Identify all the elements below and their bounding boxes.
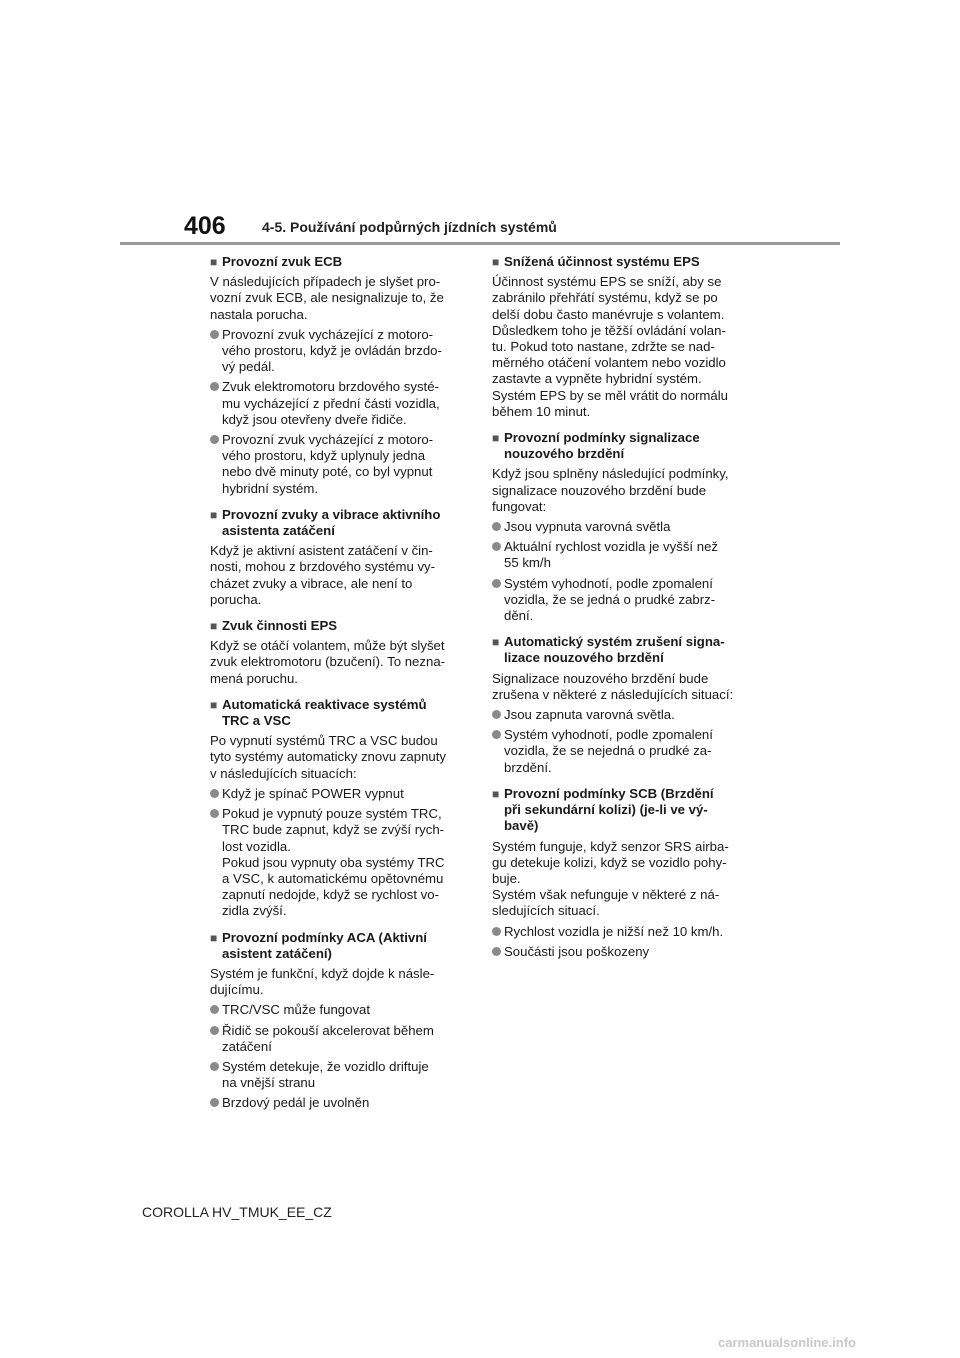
list-item-text: TRC/VSC může fungovat xyxy=(222,1002,371,1018)
watermark: carmanualsonline.info xyxy=(718,1335,856,1350)
list-item-text: Jsou zapnuta varovná světla. xyxy=(504,707,675,723)
round-bullet-icon xyxy=(210,1026,219,1035)
round-bullet-icon xyxy=(210,1005,219,1014)
section-paragraph: Po vypnutí systémů TRC a VSC budou tyto systémy automaticky znovu zapnuty v následujících situacích: xyxy=(210,733,447,781)
round-bullet-icon xyxy=(492,579,501,588)
list-item xyxy=(492,944,748,960)
list-item xyxy=(210,327,466,376)
list-item xyxy=(210,1095,466,1111)
square-bullet-icon: ■ xyxy=(492,786,500,801)
square-bullet-icon: ■ xyxy=(210,697,218,712)
section-heading-text: Provozní zvuk ECB xyxy=(222,254,343,269)
section-heading xyxy=(210,930,466,962)
section-heading-text: Provozní podmínky signalizace nouzového brzdění xyxy=(504,430,700,462)
section-heading-text: Provozní podmínky SCB (Brzdění při sekundární kolizi) (je-li ve vý- bavě) xyxy=(504,785,714,834)
section-heading xyxy=(492,786,748,835)
list-item-text: Provozní zvuk vycházející z motoro- vého prostoru, když uplynuly jedna nebo dvě minuty poté, co byl vypnut hybridní systém. xyxy=(222,432,434,496)
section xyxy=(210,254,466,497)
section-paragraph: Účinnost systému EPS se sníží, aby se zabránilo přehřátí systému, když se po delší dobu často manévruje s volantem. Důsledkem toho je těžší ovládání volan- tu. Pokud toto nastane, zdržte se nad- měrného otáčení volantem nebo vozidlo zastavte a vypněte hybridní systém. Systém EPS by se měl vrátit do normálu během 10 minut. xyxy=(492,274,728,419)
list-item xyxy=(492,727,748,776)
section-paragraph: Systém je funkční, když dojde k násle- dujícímu. xyxy=(210,965,435,998)
round-bullet-icon xyxy=(210,789,219,798)
round-bullet-icon xyxy=(492,522,501,531)
section xyxy=(492,786,748,960)
round-bullet-icon xyxy=(210,382,219,391)
square-bullet-icon: ■ xyxy=(492,635,500,650)
section-heading-text: Provozní zvuky a vibrace aktivního asistenta zatáčení xyxy=(222,506,441,539)
list-item-text: Jsou vypnuta varovná světla xyxy=(504,519,671,535)
round-bullet-icon xyxy=(210,435,219,444)
list-item-text: Systém vyhodnotí, podle zpomalení vozidla, že se jedná o prudké zabrz- dění. xyxy=(504,575,716,624)
chapter-title: 4-5. Používání podpůrných jízdních systémů xyxy=(262,219,557,235)
section xyxy=(492,254,748,420)
section-heading-text: Provozní podmínky ACA (Aktivní asistent zatáčení) xyxy=(222,929,427,961)
section-heading xyxy=(492,254,748,270)
list-item xyxy=(210,1059,466,1091)
square-bullet-icon: ■ xyxy=(492,431,500,446)
footer-model-code: COROLLA HV_TMUK_EE_CZ xyxy=(142,1204,332,1220)
section-heading xyxy=(210,254,466,270)
round-bullet-icon xyxy=(210,1062,219,1071)
section-paragraph: Systém funguje, když senzor SRS airba- gu detekuje kolizi, když se vozidlo pohy- buje. Systém však nefunguje v některé z ná- sledujících situací. xyxy=(492,838,729,919)
section-heading xyxy=(210,697,466,729)
square-bullet-icon: ■ xyxy=(210,619,218,634)
list-item xyxy=(210,379,466,428)
section xyxy=(210,930,466,1112)
square-bullet-icon: ■ xyxy=(492,255,500,269)
section-paragraph: Když se otáčí volantem, může být slyšet zvuk elektromotoru (bzučení). To nezna- mená poruchu. xyxy=(210,638,446,686)
list-item-text: Řidič se pokouší akcelerovat během zatáčení xyxy=(222,1022,434,1054)
list-item xyxy=(210,806,466,919)
left-column xyxy=(210,254,466,1122)
section xyxy=(492,430,748,624)
round-bullet-icon xyxy=(492,730,501,739)
list-item xyxy=(492,519,748,535)
list-item xyxy=(492,576,748,625)
list-item-text: Systém detekuje, že vozidlo driftuje na vnější stranu xyxy=(222,1058,429,1091)
section xyxy=(210,697,466,920)
list-item-text: Rychlost vozidla je nižší než 10 km/h. xyxy=(504,923,724,939)
list-item-text: Pokud je vypnutý pouze systém TRC, TRC bude zapnut, když se zvýší rych- lost vozidla. Pokud jsou vypnuty oba systémy TRC a VSC, k automatickému opětovnému zapnutí nedojde, když se rychlost vo- zidla zvýší. xyxy=(222,806,445,919)
list-item xyxy=(210,1002,466,1018)
square-bullet-icon: ■ xyxy=(210,930,218,945)
section-paragraph: Signalizace nouzového brzdění bude zrušena v některé z následujících situací: xyxy=(492,670,734,702)
list-item-text: Brzdový pedál je uvolněn xyxy=(222,1095,370,1111)
list-item-text: Provozní zvuk vycházející z motoro- vého prostoru, když je ovládán brzdo- vý pedál. xyxy=(222,326,442,375)
page-number: 406 xyxy=(184,212,226,240)
section-heading-text: Zvuk činnosti EPS xyxy=(222,618,338,634)
round-bullet-icon xyxy=(210,809,219,818)
round-bullet-icon xyxy=(210,1098,219,1107)
list-item-text: Součásti jsou poškozeny xyxy=(504,943,650,959)
list-item xyxy=(492,924,748,940)
square-bullet-icon: ■ xyxy=(210,507,218,522)
section-heading-text: Snížená účinnost systému EPS xyxy=(504,254,700,269)
section-paragraph: Když je aktivní asistent zatáčení v čin- nosti, mohou z brzdového systému vy- cházet zvuky a vibrace, ale není to porucha. xyxy=(210,543,436,607)
round-bullet-icon xyxy=(492,710,501,719)
list-item xyxy=(210,432,466,497)
list-item-text: Když je spínač POWER vypnut xyxy=(222,785,404,801)
list-item-text: Systém vyhodnotí, podle zpomalení vozidla, že se nejedná o prudké za- brzdění. xyxy=(504,727,713,775)
list-item-text: Aktuální rychlost vozidla je vyšší než 55 km/h xyxy=(504,539,719,571)
right-column xyxy=(492,254,748,970)
round-bullet-icon xyxy=(492,927,501,936)
list-item xyxy=(210,786,466,802)
round-bullet-icon xyxy=(492,947,501,956)
section-heading xyxy=(492,430,748,462)
section xyxy=(210,507,466,608)
section-heading xyxy=(210,507,466,539)
section-paragraph: V následujících případech je slyšet pro- vozní zvuk ECB, ale nesignalizuje to, že nastala porucha. xyxy=(210,274,444,322)
list-item-text: Zvuk elektromotoru brzdového systé- mu vycházející z přední části vozidla, když jsou otevřeny dveře řidiče. xyxy=(222,379,440,427)
round-bullet-icon xyxy=(210,330,219,339)
list-item xyxy=(492,707,748,723)
list-item xyxy=(210,1023,466,1055)
list-item xyxy=(492,539,748,571)
section xyxy=(492,634,748,776)
round-bullet-icon xyxy=(492,542,501,551)
section-heading-text: Automatická reaktivace systémů TRC a VSC xyxy=(222,696,427,729)
section-paragraph: Když jsou splněny následující podmínky, signalizace nouzového brzdění bude fungovat: xyxy=(492,466,729,514)
section-heading xyxy=(492,634,748,666)
section-heading xyxy=(210,618,466,634)
section xyxy=(210,618,466,687)
header-divider xyxy=(120,242,840,245)
square-bullet-icon: ■ xyxy=(210,255,218,269)
section-heading-text: Automatický systém zrušení signa- lizace nouzového brzdění xyxy=(504,634,725,666)
